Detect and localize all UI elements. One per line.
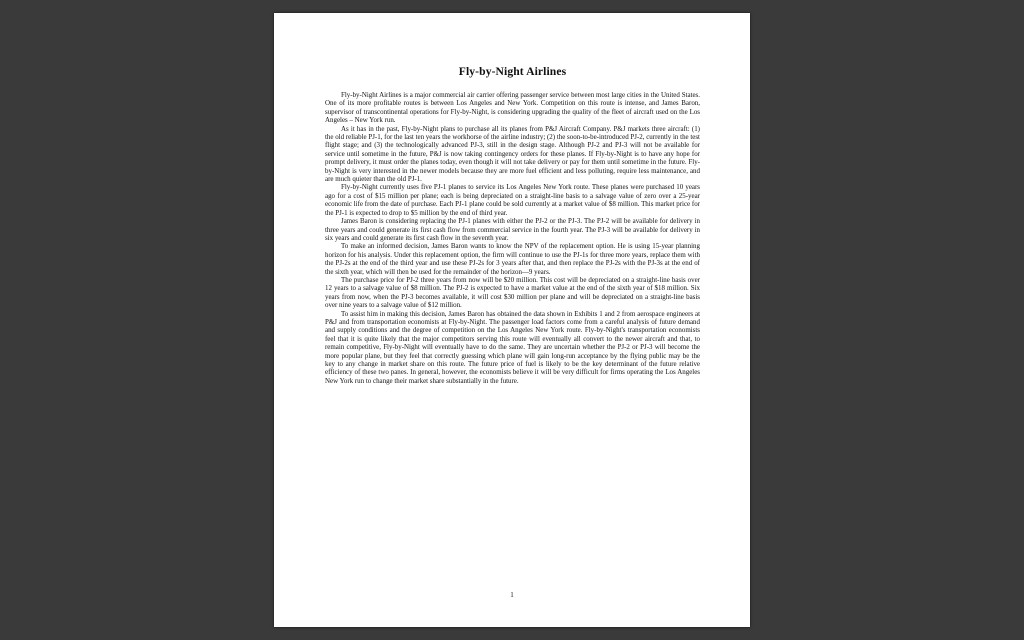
paragraph-current-fleet: Fly-by-Night currently uses five PJ-1 planes to service its Los Angeles New York route. These planes were purchased 10 years ago for a cost of $15 million per plane; each is being depreciated on a straight-line basis to a salvage value of zero over a 25-year economic life from the date of purchase. Each PJ-1 plane could be sold currently at a market value of $8 million. This market price for the PJ-1 is expected to drop to $5 million by the end of third year. [325,183,700,217]
paragraph-purchase-prices: The purchase price for PJ-2 three years from now will be $20 million. This cost will be depreciated on a straight-line basis over 12 years to a salvage value of $8 million. The PJ-2 is expected to have a market value at the end of the sixth year of $18 million. Six years from now, when the PJ-3 becomes available, it will cost $30 million per plane and will be depreciated on a straight-line basis over nine years to a salvage value of $12 million. [325,275,700,310]
document-page [274,13,750,627]
document-title: Fly-by-Night Airlines [458,65,567,78]
paragraph-market-analysis: To assist him in making this decision, James Baron has obtained the data shown in Exhibits 1 and 2 from aerospace engineers at P&J and from transportation economists at Fly-by-Night. The passenger load factors come from a careful analysis of future demand and supply conditions and the degree of competition on the Los Angeles New York route. Fly-by-Night's transportation economists feel that it is quite likely that the major competitors serving this route will eventually all convert to the newer aircraft and that, to remain competitive, Fly-by-Night will eventually have to do the same. They are uncertain whether the PJ-2 or PJ-3 will become the more popular plane, but they feel that correctly guessing which plane will gain long-run acceptance by the flying public may be the key to any change in market share on this route. The future price of fuel is likely to be the key determinant of the future relative efficiency of these two panes. In general, however, the economists believe it will be very difficult for firms operating the Los Angeles New York run to change their market share substantially in the future. [325,309,700,385]
paragraph-intro: Fly-by-Night Airlines is a major commercial air carrier offering passenger service between most large cities in the United States. One of its more profitable routes is between Los Angeles and New York. Competition on this route is intense, and James Baron, supervisor of transcontinental operations for Fly-by-Night, is considering upgrading the quality of the fleet of aircraft used on the Los Angeles – New York run. [325,91,700,125]
paragraph-replacement-plan: James Baron is considering replacing the PJ-1 planes with either the PJ-2 or the PJ-3. The PJ-2 will be available for delivery in three years and could generate its first cash flow from commercial service in the fourth year. The PJ-3 will be available for delivery in six years and could generate its first cash flow in the seventh year. [325,217,700,242]
page-number: 1 [510,591,514,599]
paragraph-npv-horizon: To make an informed decision, James Baron wants to know the NPV of the replacement option. He is using 15-year planning horizon for his analysis. Under this replacement option, the firm will continue to use the PJ-1s for three more years, replace them with the PJ-2s at the end of the third year and use these PJ-2s for 3 years after that, and then replace the PJ-2s with the PJ-3s at the end of the sixth year, which will then be used for the remainder of the horizon—9 years. [325,242,700,276]
paragraph-aircraft-options: As it has in the past, Fly-by-Night plans to purchase all its planes from P&J Aircraft Company. P&J markets three aircraft: (1) the old reliable PJ-1, for the last ten years the workhorse of the airline industry; (2) the soon-to-be-introduced PJ-2, currently in the test flight stage; and (3) the technologically advanced PJ-3, still in the design stage. Although PJ-2 and PJ-3 will not be available for service until sometime in the future, P&J is now taking contingency orders for these planes. If Fly-by-Night is to have any hope for prompt delivery, it must order the planes today, even though it will not take delivery or pay for them until sometime in the future. Fly-by-Night is very interested in the newer models because they are more fuel efficient and less polluting, require less maintenance, and are much quieter than the old PJ-1. [325,124,700,184]
